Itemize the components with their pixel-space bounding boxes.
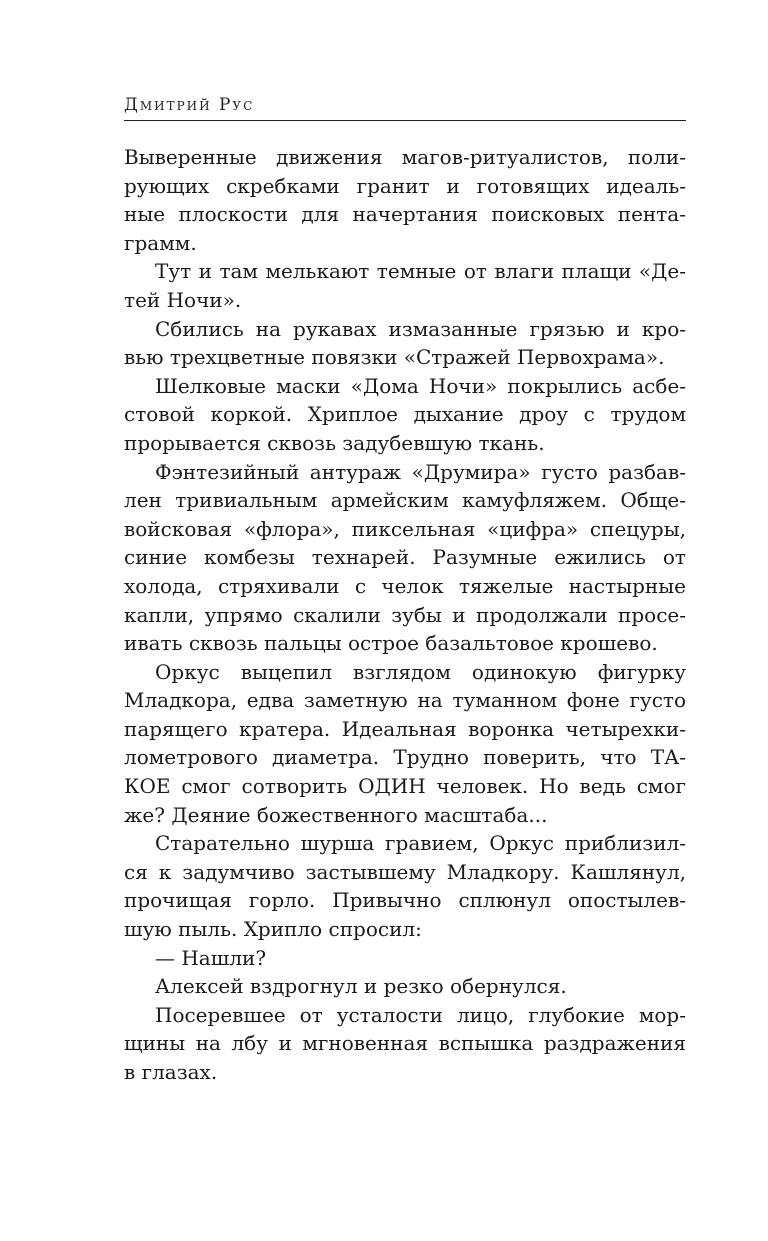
text-line: Выверенные движения магов-ритуалистов, поли- (124, 145, 686, 169)
text-line: стовой коркой. Хриплое дыхание дроу с трудом (124, 402, 686, 427)
text-line: щины на лбу и мгновенная вспышка раздражения (124, 1031, 686, 1056)
paragraph (124, 315, 686, 372)
text-line: же? Деяние божественного масштаба... (124, 802, 548, 827)
text-line: холода, стряхивали с челок тяжелые настырные (124, 573, 686, 598)
text-line: Сбились на рукавах измазанные грязью и кро- (155, 316, 686, 341)
paragraph (124, 143, 686, 257)
paragraph (124, 458, 686, 658)
text-line: войсковая «флора», пиксельная «цифра» спецуры, (124, 516, 686, 541)
body-text (124, 143, 686, 1087)
text-line: Посеревшее от усталости лицо, глубокие мор- (155, 1002, 686, 1027)
paragraph (124, 1001, 686, 1087)
paragraph (124, 372, 686, 458)
text-line: КОЕ смог сотворить ОДИН человек. Но ведь смог (124, 774, 686, 799)
text-line: Фэнтезийный антураж «Друмира» густо разбав- (155, 459, 686, 484)
text-line: в глазах. (124, 1060, 218, 1084)
text-line: Шелковые маски «Дома Ночи» покрылись асбе- (155, 373, 686, 398)
text-line: синие комбезы технарей. Разумные ежились от (124, 545, 686, 570)
text-line: прорывается сквозь задубевшую ткань. (124, 430, 545, 455)
text-line: Тут и там мелькают темные от влаги плащи «Де- (155, 259, 686, 284)
paragraph (124, 944, 686, 973)
text-line: Оркус выцепил взглядом одинокую фигурку (155, 659, 686, 684)
running-head: Дмитрий Рус (124, 94, 686, 121)
text-line: парящего кратера. Идеальная воронка четырехки- (124, 716, 686, 741)
text-line: тей Ночи». (124, 287, 242, 312)
text-line: шую пыль. Хрипло спросил: (124, 917, 422, 942)
paragraph (124, 829, 686, 943)
text-line: Младкора, едва заметную на туманном фоне густо (124, 688, 686, 713)
text-line: капли, упрямо скалили зубы и продолжали просе- (124, 602, 686, 627)
text-line: ивать сквозь пальцы острое базальтовое крошево. (124, 631, 658, 656)
text-line: ся к задумчиво застывшему Младкору. Кашлянул, (124, 859, 686, 884)
text-line: — Нашли? (155, 945, 267, 970)
paragraph (124, 972, 686, 1001)
text-line: лометрового диаметра. Трудно поверить, что ТА- (124, 745, 686, 770)
text-line: рующих скребками гранит и готовящих идеаль- (124, 173, 686, 198)
paragraph (124, 257, 686, 314)
text-line: ные плоскости для начертания поисковых пента- (124, 202, 686, 227)
book-page (124, 94, 686, 1087)
text-line: грамм. (124, 230, 197, 255)
text-line: лен тривиальным армейским камуфляжем. Обще- (124, 488, 686, 513)
text-line: вью трехцветные повязки «Стражей Первохрама». (124, 345, 665, 370)
text-line: Старательно шурша гравием, Оркус приблизил- (155, 831, 686, 856)
paragraph (124, 658, 686, 830)
text-line: Алексей вздрогнул и резко обернулся. (155, 974, 567, 999)
text-line: прочищая горло. Привычно сплюнул опостылев- (124, 888, 686, 913)
